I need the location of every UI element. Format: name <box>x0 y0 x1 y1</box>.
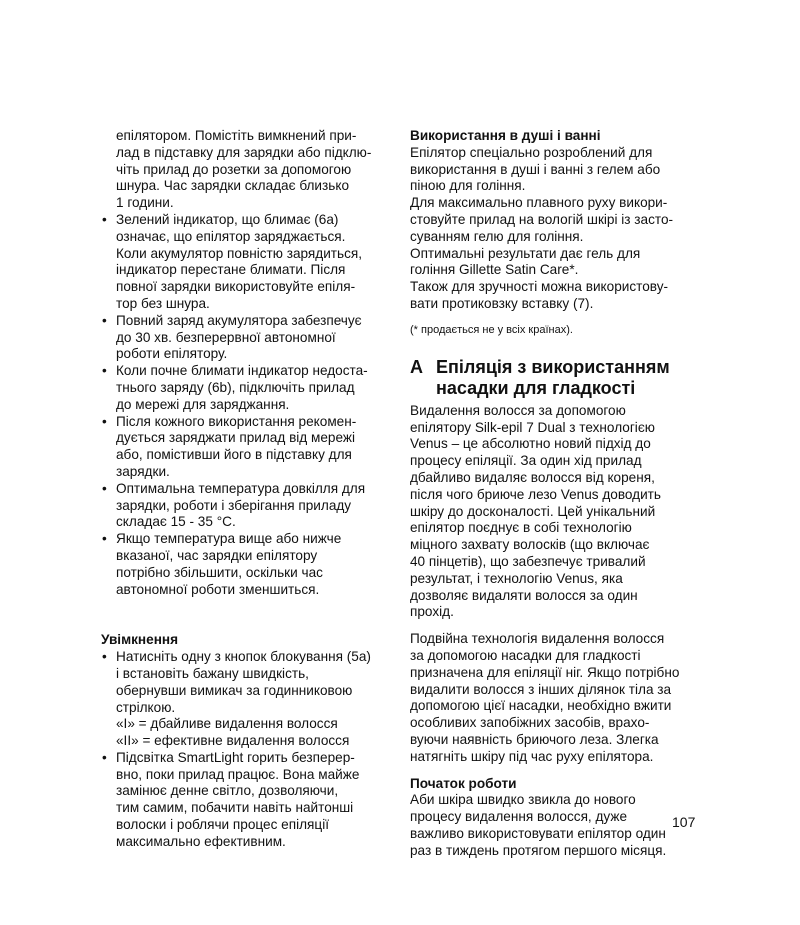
section-paragraph: Видалення волосся за допомогою епілятору Silk-epil 7 Dual з технологією Venus – це абсолютно новий підхід до процесу епіляції. За один хід прилад дбайливо видаляє волосся від кореня, після чого бриюче лезо Venus доводить шкіру до досконалості. Цей унікальний епілятор поєднує в собі технологію міцного захвату волосків (що включає 40 пінцетів), що забезпечує тривалий результат, і технологію Venus, яка дозволяє видаляти волосся за один прохід. <box>410 402 661 620</box>
speed-setting-1: «I» = дбайливе видалення волосся <box>116 716 338 732</box>
footnote: (* продається не у всіх країнах). <box>410 323 573 336</box>
shower-heading: Використання в душі і ванні <box>410 128 601 143</box>
charging-intro-text: епілятором. Помістіть вимкнений при- лад в підставку для зарядки або підклю- чіть прилад до розетки за допомогою шнура. Час зарядки складає близько 1 години. <box>116 128 372 211</box>
start-heading: Початок роботи <box>410 775 517 791</box>
switch-on-bullet-list <box>101 649 386 851</box>
page-number: 107 <box>672 814 696 830</box>
list-item <box>101 649 386 750</box>
left-column <box>101 128 386 851</box>
list-item: • Підсвітка SmartLight горить безперер- вно, поки прилад працює. Вона майже замінює денне світло, дозволяючи, тим самим, побачити навіть найтонші волоски і роблячи процес епіляції максимально ефективним. <box>101 750 386 851</box>
charging-bullet-list <box>101 212 386 598</box>
shower-paragraph: Для максимально плавного руху викори- стовуйте прилад на вологій шкірі із засто- суванням гелю для гоління. <box>410 195 674 244</box>
shower-paragraph: Також для зручності можна використову- вати протиковзку вставку (7). <box>410 279 669 311</box>
switch-on-bullet-text: Натисніть одну з кнопок блокування (5a) і встановіть бажану швидкість, обернувши вимикач за годинниковою стрілкою. <box>116 649 371 715</box>
shower-paragraph: Епілятор спеціально розроблений для використання в душі і ванні з гелем або піною для гоління. <box>410 144 661 194</box>
speed-setting-2: «II» = ефективне видалення волосся <box>116 733 350 749</box>
section-title-text: Епіляція з використанням насадки для гладкості <box>436 356 670 398</box>
list-item: • Коли почне блимати індикатор недоста- тнього заряду (6b), підключіть прилад до мережі для заряджання. <box>101 363 386 413</box>
section-title <box>410 357 707 399</box>
list-item: • Якщо температура вище або нижче вказаної, час зарядки епілятору потрібно збільшити, оскільки час автономної роботи зменшиться. <box>101 531 386 598</box>
shower-paragraph: Оптимальні результати дає гель для гоління Gillette Satin Care*. <box>410 245 641 278</box>
section-letter: A <box>410 356 423 377</box>
list-item: • Оптимальна температура довкілля для зарядки, роботи і зберігання приладу складає 15 - 35 °C. <box>101 481 386 531</box>
list-item: • Після кожного використання рекомен- дується заряджати прилад від мережі або, помістивши його в підставку для зарядки. <box>101 414 386 481</box>
start-paragraph: Аби шкіра швидко звикла до нового процесу видалення волосся, дуже важливо використовувати епілятор один раз в тиждень протягом першого місяця. <box>410 792 667 858</box>
list-item: • Зелений індикатор, що блимає (6a) означає, що епілятор заряджається. Коли акумулятор повністю зарядиться, індикатор перестане блимати. Після повної зарядки використовуйте епіля- тор без шнура. <box>101 212 386 313</box>
section-paragraph: Подвійна технологія видалення волосся за допомогою насадки для гладкості призначена для епіляції ніг. Якщо потрібно видалити волосся з інших ділянок тіла за допомогою цієї насадки, необхідно вжити особливих запобіжних засобів, врахо- вуючи наявність бриючого леза. Злегка натягніть шкіру під час руху епілятора. <box>410 631 680 764</box>
list-item: • Повний заряд акумулятора забезпечує до 30 хв. безперервної автономної роботи епілятору. <box>101 313 386 363</box>
right-column <box>410 128 707 859</box>
switch-on-heading: Увімкнення <box>101 632 179 648</box>
